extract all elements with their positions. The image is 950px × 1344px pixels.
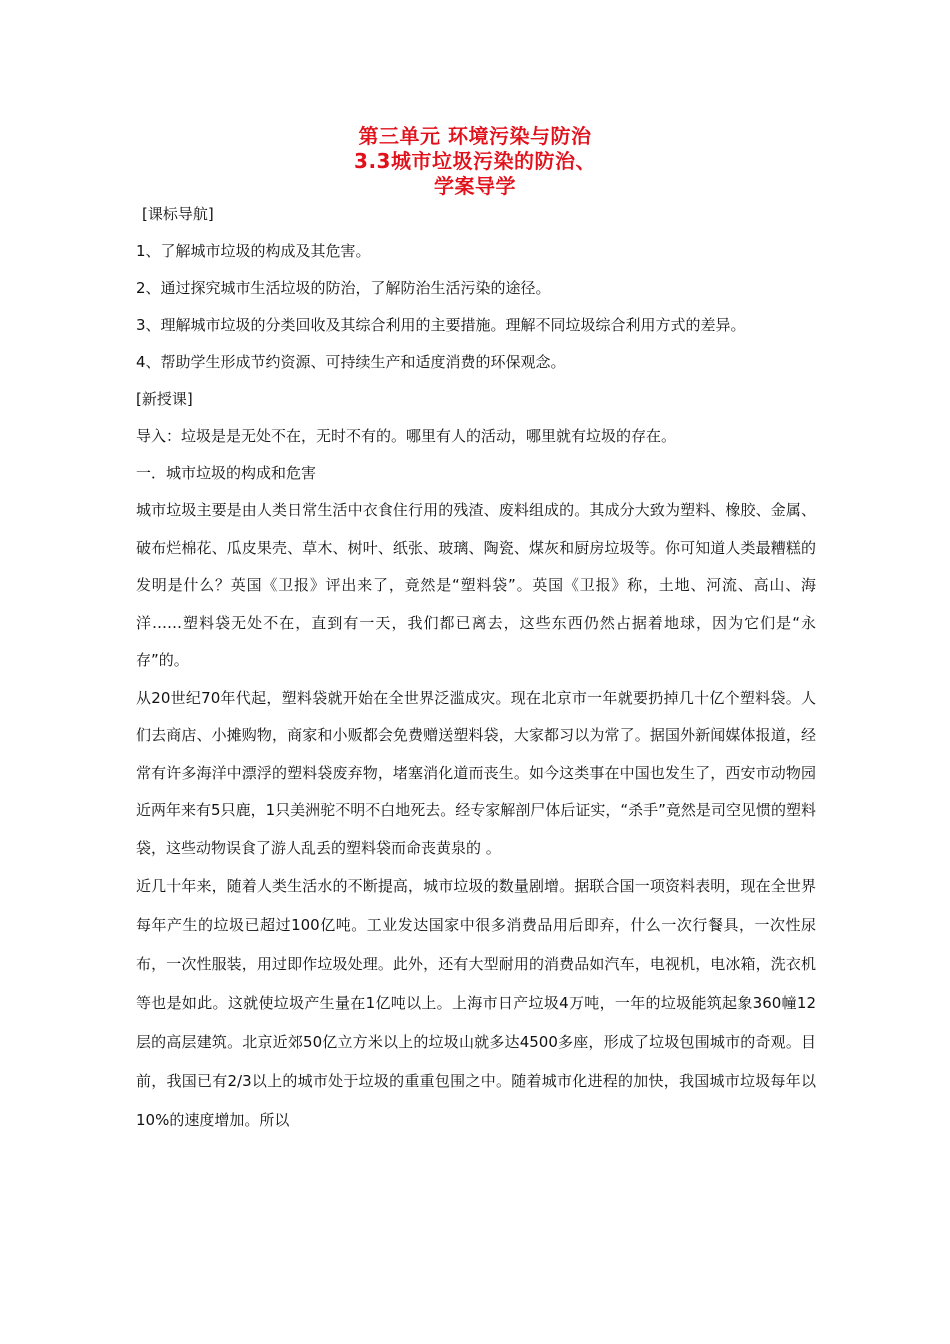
title-lesson: 3.3城市垃圾污染的防治、 <box>354 149 596 173</box>
document-title <box>0 124 950 199</box>
paragraph: 近几十年来，随着人类生活水的不断提高，城市垃圾的数量剧增。据联合国一项资料表明，现在全世界每年产生的垃圾已超过100亿吨。工业发达国家中很多消费品用后即弃，什么一次行餐具，一次性尿布，一次性服装，用过即作垃圾处理。此外，还有大型耐用的消费品如汽车，电视机，电冰箱，洗衣机等也是如此。这就使垃圾产生量在1亿吨以上。上海市日产垃圾4万吨，一年的垃圾能筑起象360幢12层的高层建筑。北京近郊50亿立方米以上的垃圾山就多达4500多座，形成了垃圾包围城市的奇观。目前，我国已有2/3以上的城市处于垃圾的重重包围之中。随着城市化进程的加快，我国城市垃圾每年以10%的速度增加。所以 <box>136 877 816 1129</box>
objective-item: 1、了解城市垃圾的构成及其危害。 <box>136 242 371 260</box>
title-unit: 第三单元 环境污染与防治 <box>358 124 592 148</box>
objective-item: 2、通过探究城市生活垃圾的防治，了解防治生活污染的途径。 <box>136 279 551 297</box>
objective-item: 4、帮助学生形成节约资源、可持续生产和适度消费的环保观念。 <box>136 353 566 371</box>
section-heading: 一．城市垃圾的构成和危害 <box>136 464 317 482</box>
new-lesson-header: [新授课] <box>136 390 193 408</box>
paragraph: 从20世纪70年代起，塑料袋就开始在全世界泛滥成灾。现在北京市一年就要扔掉几十亿个塑料袋。人们去商店、小摊购物，商家和小贩都会免费赠送塑料袋，大家都习以为常了。据国外新闻媒体报道，经常有许多海洋中漂浮的塑料袋废弃物，堵塞消化道而丧生。如今这类事在中国也发生了，西安市动物园近两年来有5只鹿，1只美洲驼不明不白地死去。经专家解剖尸体后证实，“杀手”竟然是司空见惯的塑料袋，这些动物误食了游人乱丢的塑料袋而命丧黄泉的 。 <box>136 688 816 857</box>
objective-item: 3、理解城市垃圾的分类回收及其综合利用的主要措施。理解不同垃圾综合利用方式的差异。 <box>136 316 746 334</box>
paragraph: 城市垃圾主要是由人类日常生活中衣食住行用的残渣、废料组成的。其成分大致为塑料、橡胶、金属、破布烂棉花、瓜皮果壳、草木、树叶、纸张、玻璃、陶瓷、煤灰和厨房垃圾等。你可知道人类最糟糕的发明是什么？英国《卫报》评出来了，竟然是“塑料袋”。英国《卫报》称，土地、河流、高山、海洋……塑料袋无处不在，直到有一天，我们都已离去，这些东西仍然占据着地球，因为它们是“永存”的。 <box>136 501 816 669</box>
nav-header: [课标导航] <box>142 205 214 223</box>
intro-text: 导入：垃圾是是无处不在，无时不有的。哪里有人的活动，哪里就有垃圾的存在。 <box>136 427 677 445</box>
title-subtitle: 学案导学 <box>434 174 516 198</box>
document-body <box>136 196 816 1140</box>
